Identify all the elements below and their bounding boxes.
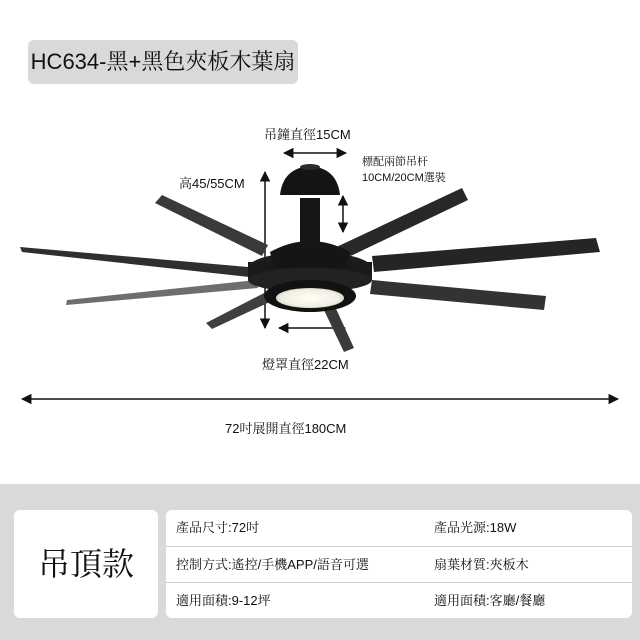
span-diameter-label: 72吋展開直徑180CM — [225, 421, 347, 436]
product-title: HC634-黑+黑色夾板木葉扇 — [28, 40, 298, 84]
mount-type-label: 吊頂款 — [14, 510, 158, 618]
spec-light-source: 產品光源:18W — [434, 520, 517, 535]
height-label: 高45/55CM — [179, 176, 245, 191]
spec-row — [166, 510, 632, 546]
canopy-diameter-label: 吊鐘直徑15CM — [264, 127, 351, 142]
spec-row — [166, 546, 632, 583]
spec-control-method: 控制方式:遙控/手機APP/語音可選 — [176, 557, 369, 572]
fan-blade — [155, 195, 268, 256]
downrod — [300, 198, 320, 244]
downrod-label: 標配兩節吊杆 10CM/20CM選裝 — [362, 156, 446, 184]
fan-blade — [20, 247, 260, 278]
spec-area: 適用面積:9-12坪 — [176, 593, 271, 608]
led-light-shade — [264, 280, 356, 312]
spec-table — [166, 510, 632, 618]
canopy — [280, 166, 340, 195]
fan-blade — [206, 292, 272, 329]
shade-diameter-label: 燈罩直徑22CM — [262, 357, 349, 372]
spec-room: 適用面積:客廳/餐廳 — [434, 593, 546, 608]
fan-blade — [370, 280, 546, 310]
fan-blade — [372, 238, 600, 272]
spec-blade-material: 扇葉材質:夾板木 — [434, 557, 529, 572]
spec-size: 產品尺寸:72吋 — [176, 520, 260, 535]
fan-blade — [66, 280, 258, 305]
spec-row — [166, 582, 632, 619]
